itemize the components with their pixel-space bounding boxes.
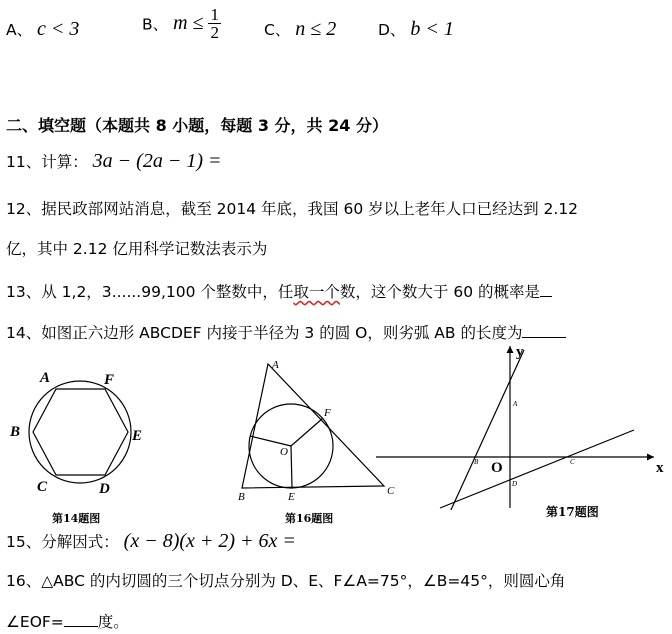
- q16-answer-blank: [64, 612, 98, 627]
- option-b-letter: B、: [142, 15, 169, 34]
- question-13: [6, 280, 552, 302]
- fig17-label-a: A: [513, 400, 518, 408]
- option-d-expr: b < 1: [410, 18, 454, 40]
- q15-prefix: 15、分解因式：: [6, 533, 119, 551]
- option-b-numerator: 1: [210, 5, 219, 24]
- fig16-radius-of: [291, 418, 323, 446]
- option-b-fraction: [208, 6, 221, 41]
- q16-line2-post: 度。: [97, 613, 129, 631]
- q11-prefix: 11、计算：: [6, 153, 88, 171]
- q13-answer-blank: [540, 282, 552, 297]
- fig17-label-c: C: [570, 458, 575, 466]
- q15-expression: (x − 8)(x + 2) + 6x =: [123, 530, 296, 552]
- q11-expression: 3a − (2a − 1) =: [92, 150, 222, 172]
- fig16-radius-od: [250, 436, 291, 446]
- question-12-line1: 12、据民政部网站消息，截至 2014 年底，我国 60 岁以上老年人口已经达到 2.12: [6, 200, 579, 218]
- q13-part1: 13、从 1,2，3......99,100 个整数中，任: [6, 283, 294, 301]
- option-c-letter: C、: [264, 21, 291, 39]
- option-b-denominator: 2: [210, 23, 219, 42]
- option-d-letter: D、: [378, 21, 406, 39]
- fig14-circle: [29, 381, 131, 483]
- fig16-caption: 第16题图: [285, 512, 334, 525]
- fig17-label-o: O: [491, 460, 503, 476]
- question-11: [6, 150, 221, 173]
- q13-wavy-text: 取一个: [293, 283, 340, 301]
- question-15: [6, 530, 296, 553]
- option-b-lhs: m ≤: [173, 12, 204, 34]
- fig17-label-x: x: [656, 460, 664, 476]
- fig16-label-b: B: [238, 491, 245, 503]
- fig16-label-a: A: [272, 359, 279, 371]
- option-c-expr: n ≤ 2: [295, 18, 337, 40]
- fig14-label-c: C: [37, 479, 48, 495]
- option-a-expr: c < 3: [37, 18, 80, 40]
- q16-line2-pre: ∠EOF=: [6, 613, 64, 631]
- fig17-caption: 第17题图: [546, 505, 599, 519]
- q14-answer-blank: [522, 323, 566, 338]
- fig16-label-o: O: [280, 446, 288, 458]
- fig14-label-e: E: [132, 428, 143, 444]
- fig17-label-b: B: [474, 458, 479, 466]
- fig16-label-c: C: [387, 485, 395, 497]
- question-16-line2: [6, 610, 129, 632]
- figure-17-coordinate: [372, 340, 670, 510]
- fig14-hexagon: [33, 389, 128, 475]
- fig14-label-f: F: [104, 372, 115, 388]
- fig17-label-y: y: [516, 344, 524, 360]
- section-title: 二、填空题（本题共 8 小题，每题 3 分，共 24 分）: [6, 116, 388, 135]
- fig17-label-d: D: [512, 480, 518, 488]
- option-a: [6, 18, 79, 41]
- fig14-label-b: B: [10, 424, 21, 440]
- fig14-label-d: D: [99, 481, 110, 497]
- fig14-caption: 第14题图: [52, 512, 101, 525]
- fig16-label-e: E: [288, 491, 295, 503]
- fig14-label-a: A: [40, 370, 51, 386]
- q12-line2-text: 亿，其中 2.12 亿用科学记数法表示为: [6, 240, 268, 258]
- option-c: [264, 18, 336, 41]
- option-b: [142, 6, 221, 41]
- option-a-letter: A、: [6, 21, 33, 39]
- question-16-line1: 16、△ABC 的内切圆的三个切点分别为 D、E、F∠A=75°，∠B=45°，则圆心角: [6, 572, 566, 590]
- figure-14-hexagon: [0, 360, 160, 510]
- option-d: [378, 18, 454, 41]
- question-12-line2: [6, 237, 267, 259]
- fig16-radius-oe: [291, 446, 292, 487]
- q14-text: 14、如图正六边形 ABCDEF 内接于半径为 3 的圆 O，则劣弧 AB 的长度为: [6, 324, 523, 342]
- q13-part2: 数，这个数大于 60 的概率是: [339, 283, 540, 301]
- fig16-label-f: F: [324, 407, 331, 419]
